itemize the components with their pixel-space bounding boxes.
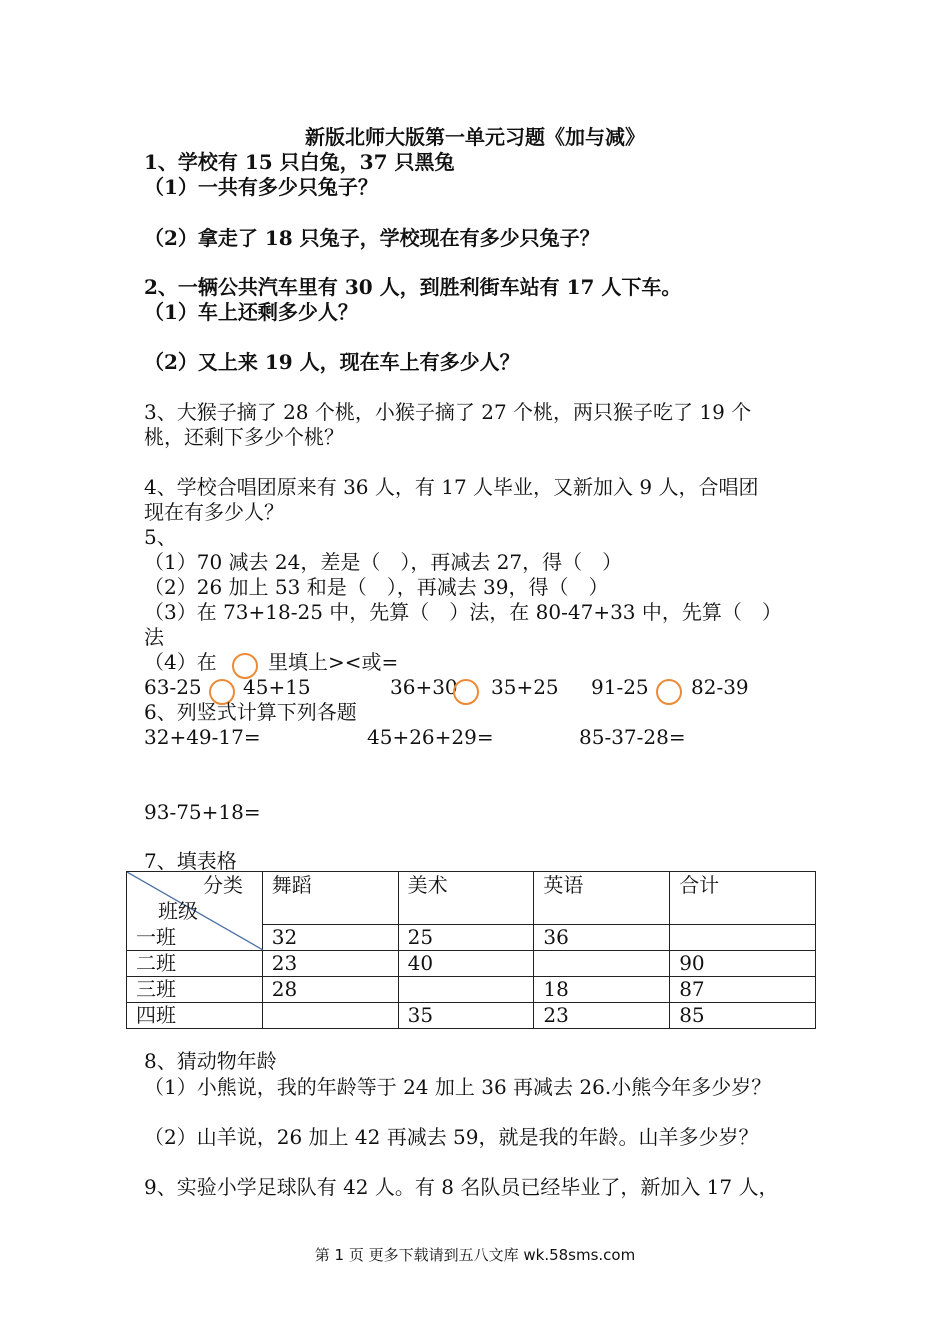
table-cell[interactable] bbox=[670, 925, 816, 951]
q2-part2: （2）又上来 19 人，现在车上有多少人？ bbox=[144, 350, 520, 374]
table-cell: 90 bbox=[670, 951, 816, 977]
row-label: 三班 bbox=[127, 977, 263, 1003]
page-title: 新版北师大版第一单元习题《加与减》 bbox=[305, 125, 645, 149]
q5-part4-after: 里填上><或= bbox=[268, 650, 399, 674]
table-cell: 23 bbox=[534, 1003, 670, 1029]
header-cell: 美术 bbox=[398, 872, 534, 925]
table-cell: 87 bbox=[670, 977, 816, 1003]
table-cell: 35 bbox=[398, 1003, 534, 1029]
q5-part3-line2: 法 bbox=[144, 625, 164, 649]
header-cell: 英语 bbox=[534, 872, 670, 925]
q5-part4-before: （4）在 bbox=[144, 650, 217, 674]
row-label: 四班 bbox=[127, 1003, 263, 1029]
data-table bbox=[126, 871, 816, 1029]
table-cell: 85 bbox=[670, 1003, 816, 1029]
table-cell[interactable] bbox=[534, 951, 670, 977]
q1-part1: （1）一共有多少只兔子？ bbox=[144, 175, 378, 199]
q4-line2: 现在有多少人？ bbox=[144, 500, 284, 524]
row-label bbox=[127, 951, 263, 977]
row-label-first: 一班 bbox=[136, 925, 176, 949]
compare-2-left: 36+30 bbox=[390, 675, 458, 699]
q2-stem: 2、一辆公共汽车里有 30 人，到胜利街车站有 17 人下车。 bbox=[144, 275, 682, 299]
table-cell: 18 bbox=[534, 977, 670, 1003]
corner-label-category: 分类 bbox=[203, 873, 243, 897]
table-cell[interactable] bbox=[398, 977, 534, 1003]
q5-stem: 5、 bbox=[144, 525, 177, 549]
q4-line1: 4、学校合唱团原来有 36 人，有 17 人毕业，又新加入 9 人，合唱团 bbox=[144, 475, 759, 499]
page-footer: 第 1 页 更多下载请到五八文库 wk.58sms.com bbox=[314, 1246, 636, 1264]
table-cell: 28 bbox=[262, 977, 398, 1003]
q5-part1: （1）70 减去 24，差是（ ），再减去 27，得（ ） bbox=[144, 550, 623, 574]
table-header-row bbox=[127, 872, 816, 925]
table-cell: 32 bbox=[262, 925, 398, 951]
table-cell[interactable] bbox=[262, 1003, 398, 1029]
q7-stem: 7、填表格 bbox=[144, 849, 237, 873]
q6-expr-1: 32+49-17= bbox=[144, 725, 261, 749]
q6-expr-4: 93-75+18= bbox=[144, 800, 261, 824]
q6-expr-2: 45+26+29= bbox=[367, 725, 494, 749]
compare-2-circle-icon[interactable] bbox=[453, 679, 479, 705]
q3-line2: 桃，还剩下多少个桃？ bbox=[144, 425, 344, 449]
table-row bbox=[127, 977, 816, 1003]
q8-stem: 8、猜动物年龄 bbox=[144, 1049, 277, 1073]
q5-part2: （2）26 加上 53 和是（ ），再减去 39，得（ ） bbox=[144, 575, 609, 599]
header-cell: 合计 bbox=[670, 872, 816, 925]
header-cell: 舞蹈 bbox=[262, 872, 398, 925]
q8-part1: （1）小熊说，我的年龄等于 24 加上 36 再减去 26.小熊今年多少岁？ bbox=[144, 1075, 772, 1099]
table-row bbox=[127, 1003, 816, 1029]
corner-label-class: 班级 bbox=[158, 899, 198, 923]
compare-1-right: 45+15 bbox=[243, 675, 311, 699]
table-cell: 40 bbox=[398, 951, 534, 977]
compare-3-left: 91-25 bbox=[591, 675, 649, 699]
q6-expr-3: 85-37-28= bbox=[579, 725, 686, 749]
q1-part2: （2）拿走了 18 只兔子，学校现在有多少只兔子？ bbox=[144, 226, 600, 250]
compare-3-circle-icon[interactable] bbox=[656, 679, 682, 705]
q3-line1: 3、大猴子摘了 28 个桃，小猴子摘了 27 个桃，两只猴子吃了 19 个 bbox=[144, 400, 752, 424]
compare-1-left: 63-25 bbox=[144, 675, 202, 699]
q9-line1: 9、实验小学足球队有 42 人。有 8 名队员已经毕业了，新加入 17 人， bbox=[144, 1175, 779, 1199]
compare-2-right: 35+25 bbox=[491, 675, 559, 699]
table-cell: 25 bbox=[398, 925, 534, 951]
table-cell: 23 bbox=[262, 951, 398, 977]
compare-3-right: 82-39 bbox=[691, 675, 749, 699]
q2-part1: （1）车上还剩多少人？ bbox=[144, 300, 358, 324]
q1-stem: 1、学校有 15 只白兔，37 只黑兔 bbox=[144, 150, 455, 174]
q5-part3-line1: （3）在 73+18-25 中，先算（ ）法，在 80-47+33 中，先算（ ） bbox=[144, 600, 782, 624]
q6-stem: 6、列竖式计算下列各题 bbox=[144, 700, 357, 724]
row-label-text: 二班 bbox=[136, 951, 176, 975]
table-row bbox=[127, 951, 816, 977]
table-cell: 36 bbox=[534, 925, 670, 951]
q8-part2: （2）山羊说，26 加上 42 再减去 59，就是我的年龄。山羊多少岁？ bbox=[144, 1125, 759, 1149]
